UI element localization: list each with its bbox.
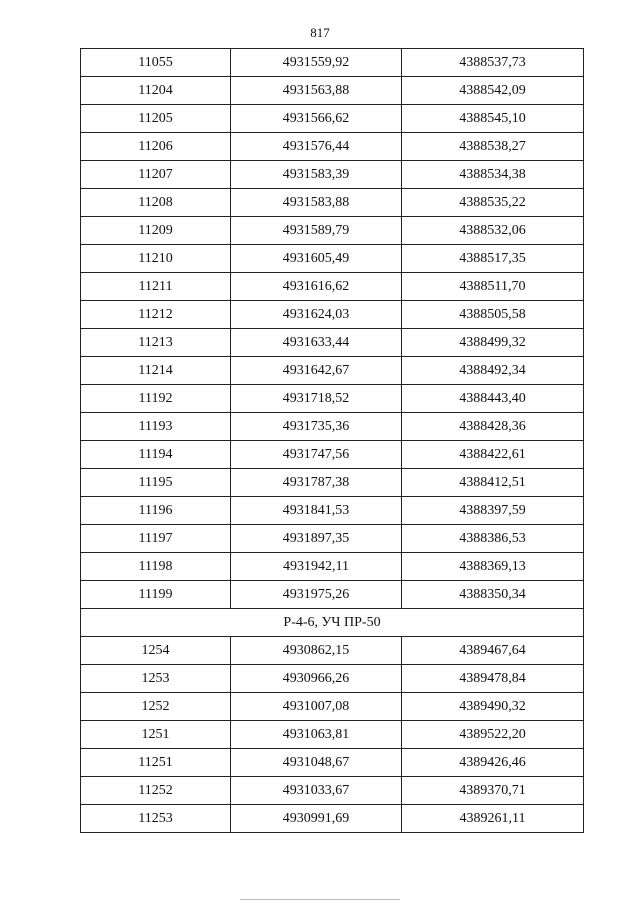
y-coordinate-cell: 4389370,71 [402,777,584,805]
table-row [81,105,584,133]
point-number-cell: 11196 [81,497,231,525]
table-row [81,189,584,217]
point-number-cell: 11198 [81,553,231,581]
y-coordinate-cell: 4388542,09 [402,77,584,105]
point-number-cell: 11206 [81,133,231,161]
y-coordinate-cell: 4388532,06 [402,217,584,245]
y-coordinate-cell: 4389478,84 [402,665,584,693]
point-number-cell: 11193 [81,413,231,441]
y-coordinate-cell: 4388538,27 [402,133,584,161]
table-row [81,581,584,609]
point-number-cell: 11205 [81,105,231,133]
y-coordinate-cell: 4388492,34 [402,357,584,385]
x-coordinate-cell: 4931583,39 [231,161,402,189]
y-coordinate-cell: 4388443,40 [402,385,584,413]
point-number-cell: 11214 [81,357,231,385]
table-row [81,49,584,77]
point-number-cell: 11210 [81,245,231,273]
table-row [81,385,584,413]
table-row [81,525,584,553]
x-coordinate-cell: 4931642,67 [231,357,402,385]
point-number-cell: 11251 [81,749,231,777]
table-row [81,721,584,749]
table-row [81,133,584,161]
x-coordinate-cell: 4931633,44 [231,329,402,357]
y-coordinate-cell: 4388511,70 [402,273,584,301]
table-row [81,469,584,497]
table-row [81,77,584,105]
x-coordinate-cell: 4931841,53 [231,497,402,525]
x-coordinate-cell: 4930966,26 [231,665,402,693]
point-number-cell: 11204 [81,77,231,105]
point-number-cell: 11207 [81,161,231,189]
x-coordinate-cell: 4931942,11 [231,553,402,581]
point-number-cell: 11252 [81,777,231,805]
x-coordinate-cell: 4931747,56 [231,441,402,469]
y-coordinate-cell: 4388535,22 [402,189,584,217]
y-coordinate-cell: 4389467,64 [402,637,584,665]
point-number-cell: 11209 [81,217,231,245]
x-coordinate-cell: 4931975,26 [231,581,402,609]
y-coordinate-cell: 4388534,38 [402,161,584,189]
x-coordinate-cell: 4931718,52 [231,385,402,413]
point-number-cell: 11208 [81,189,231,217]
coordinates-table [80,48,584,833]
point-number-cell: 11213 [81,329,231,357]
table-row [81,665,584,693]
x-coordinate-cell: 4931063,81 [231,721,402,749]
y-coordinate-cell: 4388397,59 [402,497,584,525]
y-coordinate-cell: 4388545,10 [402,105,584,133]
point-number-cell: 11194 [81,441,231,469]
table-row [81,777,584,805]
point-number-cell: 1254 [81,637,231,665]
table-row [81,245,584,273]
x-coordinate-cell: 4931566,62 [231,105,402,133]
x-coordinate-cell: 4931007,08 [231,693,402,721]
x-coordinate-cell: 4931589,79 [231,217,402,245]
y-coordinate-cell: 4388350,34 [402,581,584,609]
table-row [81,413,584,441]
point-number-cell: 11192 [81,385,231,413]
point-number-cell: 11197 [81,525,231,553]
section-heading: Р-4-6, УЧ ПР-50 [81,609,584,637]
point-number-cell: 1251 [81,721,231,749]
x-coordinate-cell: 4931735,36 [231,413,402,441]
page-number: 817 [310,25,330,40]
table-row [81,441,584,469]
table-row [81,329,584,357]
scan-edge-line [240,899,400,900]
point-number-cell: 11253 [81,805,231,833]
y-coordinate-cell: 4388499,32 [402,329,584,357]
x-coordinate-cell: 4931576,44 [231,133,402,161]
x-coordinate-cell: 4931787,38 [231,469,402,497]
y-coordinate-cell: 4388369,13 [402,553,584,581]
x-coordinate-cell: 4930991,69 [231,805,402,833]
table-row [81,637,584,665]
x-coordinate-cell: 4930862,15 [231,637,402,665]
y-coordinate-cell: 4389522,20 [402,721,584,749]
table-row [81,217,584,245]
point-number-cell: 11211 [81,273,231,301]
table-row [81,273,584,301]
y-coordinate-cell: 4389261,11 [402,805,584,833]
y-coordinate-cell: 4388412,51 [402,469,584,497]
table-row [81,497,584,525]
x-coordinate-cell: 4931559,92 [231,49,402,77]
table-row [81,357,584,385]
x-coordinate-cell: 4931605,49 [231,245,402,273]
y-coordinate-cell: 4389490,32 [402,693,584,721]
point-number-cell: 11055 [81,49,231,77]
table-row [81,161,584,189]
point-number-cell: 11199 [81,581,231,609]
point-number-cell: 1252 [81,693,231,721]
table-row [81,693,584,721]
y-coordinate-cell: 4388537,73 [402,49,584,77]
table-row [81,749,584,777]
point-number-cell: 1253 [81,665,231,693]
y-coordinate-cell: 4388422,61 [402,441,584,469]
point-number-cell: 11195 [81,469,231,497]
x-coordinate-cell: 4931624,03 [231,301,402,329]
x-coordinate-cell: 4931616,62 [231,273,402,301]
y-coordinate-cell: 4388428,36 [402,413,584,441]
y-coordinate-cell: 4388517,35 [402,245,584,273]
table-row [81,301,584,329]
x-coordinate-cell: 4931583,88 [231,189,402,217]
x-coordinate-cell: 4931563,88 [231,77,402,105]
x-coordinate-cell: 4931033,67 [231,777,402,805]
y-coordinate-cell: 4388386,53 [402,525,584,553]
table-row [81,805,584,833]
y-coordinate-cell: 4388505,58 [402,301,584,329]
section-row [81,609,584,637]
point-number-cell: 11212 [81,301,231,329]
table-row [81,553,584,581]
x-coordinate-cell: 4931048,67 [231,749,402,777]
x-coordinate-cell: 4931897,35 [231,525,402,553]
y-coordinate-cell: 4389426,46 [402,749,584,777]
